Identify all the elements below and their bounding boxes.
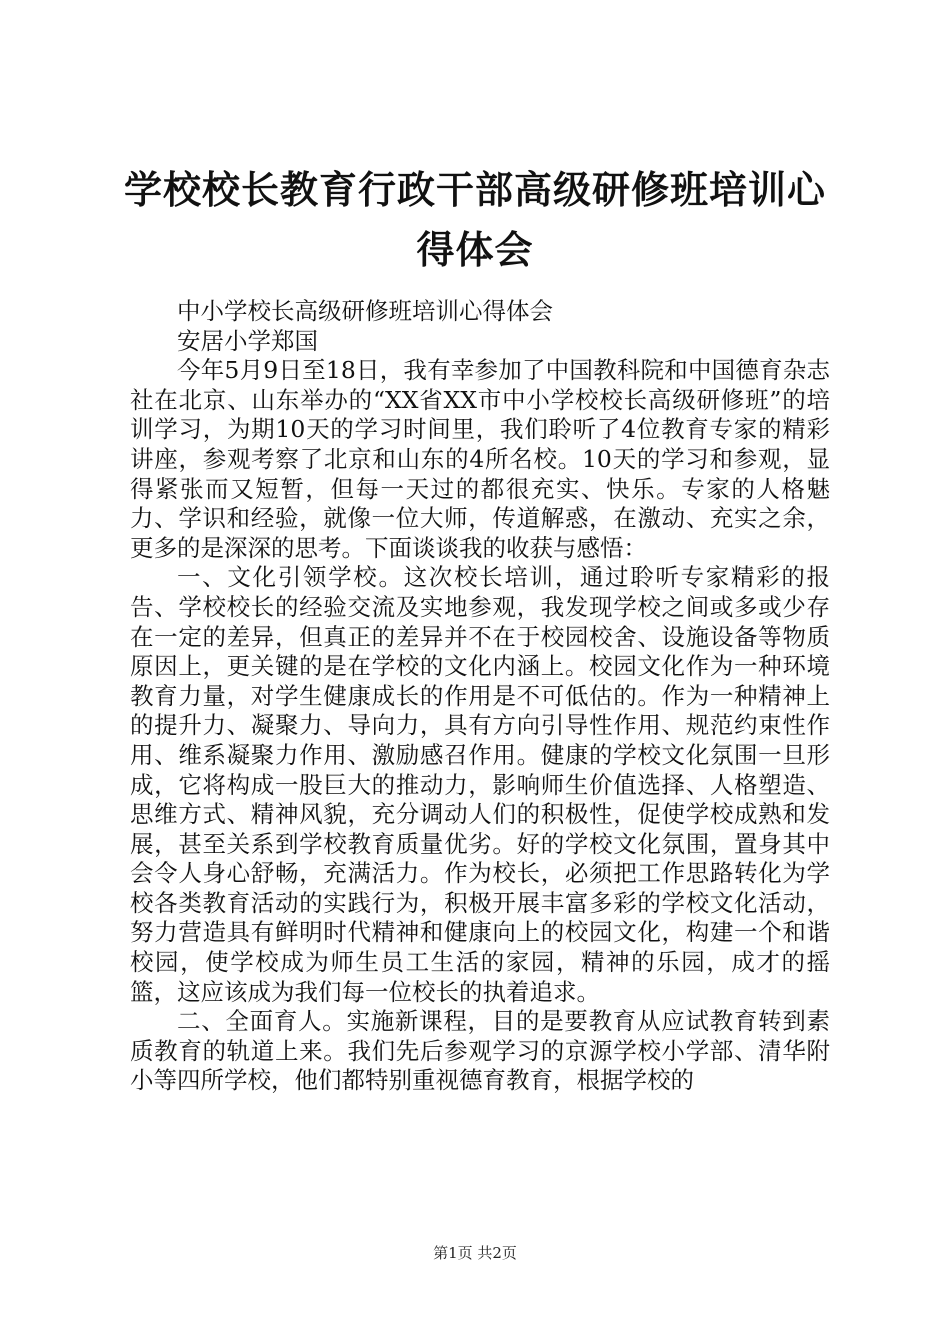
author-line: 安居小学郑国 xyxy=(177,326,318,355)
subtitle-line: 中小学校长高级研修班培训心得体会 xyxy=(177,297,553,325)
document-body xyxy=(130,297,830,1096)
paragraph: 二、全面育人。实施新课程，目的是要教育从应试教育转到素质教育的轨道上来。我们先后参观学习的京源学校小学部、清华附小等四所学校，他们都特别重视德育教育，根据学校的 xyxy=(130,1007,830,1095)
paragraph: 一、文化引领学校。这次校长培训，通过聆听专家精彩的报告、学校校长的经验交流及实地参观，我发现学校之间或多或少存在一定的差异，但真正的差异并不在于校园校舍、设施设备等物质原因上，更关键的是在学校的文化内涵上。校园文化作为一种环境教育力量，对学生健康成长的作用是不可低估的。作为一种精神上的提升力、凝聚力、导向力，具有方向引导性作用、规范约束性作用、维系凝聚力作用、激励感召作用。健康的学校文化氛围一旦形成，它将构成一股巨大的推动力，影响师生价值选择、人格塑造、思维方式、精神风貌，充分调动人们的积极性，促使学校成熟和发展，甚至关系到学校教育质量优劣。好的学校文化氛围，置身其中会令人身心舒畅，充满活力。作为校长，必须把工作思路转化为学校各类教育活动的实践行为，积极开展丰富多彩的学校文化活动，努力营造具有鲜明时代精神和健康向上的校园文化，构建一个和谐校园，使学校成为师生员工生活的家园，精神的乐园，成才的摇篮，这应该成为我们每一位校长的执着追求。 xyxy=(130,563,830,1006)
page-total: 共2页 xyxy=(477,1244,517,1262)
document-title: 学校校长教育行政干部高级研修班培训心得体会 xyxy=(123,167,826,272)
page-number: 第1页 xyxy=(433,1244,473,1262)
paragraph: 今年5月9日至18日，我有幸参加了中国教科院和中国德育杂志社在北京、山东举办的“XX省XX市中小学校校长高级研修班”的培训学习，为期10天的学习时间里，我们聆听了4位教育专家的精彩讲座，参观考察了北京和山东的4所名校。10天的学习和参观，显得紧张而又短暂，但每一天过的都很充实、快乐。专家的人格魅力、学识和经验，就像一位大师，传道解惑，在激动、充实之余，更多的是深深的思考。下面谈谈我的收获与感悟： xyxy=(130,356,830,562)
page-footer xyxy=(0,1242,950,1263)
